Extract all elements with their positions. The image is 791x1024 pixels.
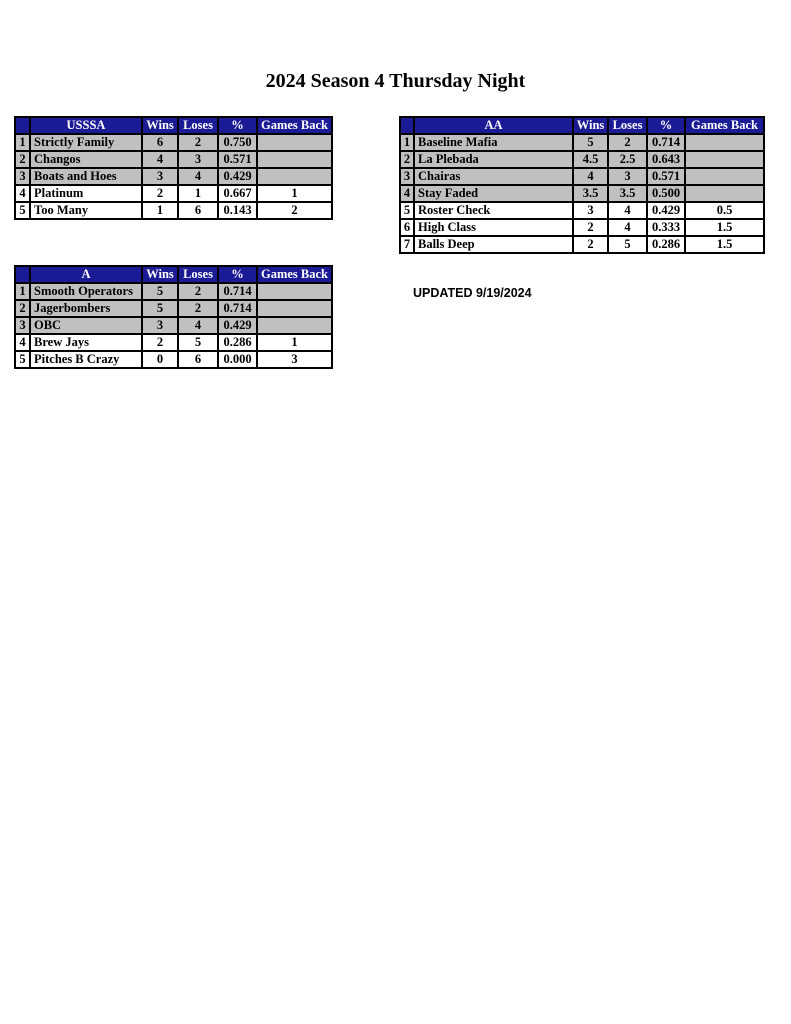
wins-cell: 2 [142, 334, 178, 351]
wins-cell: 6 [142, 134, 178, 151]
gb-cell: 1.5 [685, 219, 764, 236]
column-header-pct: % [647, 117, 685, 134]
gb-cell [257, 168, 332, 185]
wins-cell: 5 [573, 134, 608, 151]
team-cell: Platinum [30, 185, 142, 202]
pct-cell: 0.714 [218, 283, 257, 300]
rank-column-header [400, 117, 414, 134]
standings-row [15, 334, 332, 351]
standings-table-usssa [14, 116, 333, 220]
standings-grid [14, 116, 333, 220]
rank-column-header [15, 266, 30, 283]
rank-cell: 1 [15, 134, 30, 151]
standings-row [15, 134, 332, 151]
standings-grid [399, 116, 765, 254]
loses-cell: 3.5 [608, 185, 647, 202]
pct-cell: 0.143 [218, 202, 257, 219]
standings-row [400, 185, 764, 202]
rank-cell: 4 [15, 185, 30, 202]
rank-cell: 3 [15, 317, 30, 334]
standings-row [15, 317, 332, 334]
loses-cell: 4 [608, 219, 647, 236]
gb-cell: 2 [257, 202, 332, 219]
pct-cell: 0.429 [218, 317, 257, 334]
gb-cell [685, 151, 764, 168]
loses-cell: 5 [178, 334, 218, 351]
standings-grid [14, 265, 333, 369]
standings-row [400, 151, 764, 168]
standings-row [400, 134, 764, 151]
standings-row [400, 202, 764, 219]
gb-cell [257, 134, 332, 151]
loses-cell: 6 [178, 202, 218, 219]
rank-cell: 1 [400, 134, 414, 151]
updated-label: UPDATED 9/19/2024 [413, 286, 532, 300]
wins-cell: 2 [573, 236, 608, 253]
team-cell: Stay Faded [414, 185, 573, 202]
team-cell: Smooth Operators [30, 283, 142, 300]
rank-column-header [15, 117, 30, 134]
gb-cell: 1 [257, 334, 332, 351]
wins-cell: 3 [142, 168, 178, 185]
pct-cell: 0.643 [647, 151, 685, 168]
loses-cell: 4 [178, 168, 218, 185]
header-row [400, 117, 764, 134]
league-header: AA [414, 117, 573, 134]
team-cell: Roster Check [414, 202, 573, 219]
gb-cell [257, 300, 332, 317]
loses-cell: 3 [608, 168, 647, 185]
team-cell: Changos [30, 151, 142, 168]
rank-cell: 7 [400, 236, 414, 253]
loses-cell: 2 [178, 300, 218, 317]
team-cell: OBC [30, 317, 142, 334]
rank-cell: 3 [400, 168, 414, 185]
header-row [15, 117, 332, 134]
pct-cell: 0.429 [647, 202, 685, 219]
gb-cell [685, 185, 764, 202]
wins-cell: 3.5 [573, 185, 608, 202]
rank-cell: 6 [400, 219, 414, 236]
team-cell: Brew Jays [30, 334, 142, 351]
team-cell: Jagerbombers [30, 300, 142, 317]
pct-cell: 0.333 [647, 219, 685, 236]
loses-cell: 5 [608, 236, 647, 253]
gb-cell: 0.5 [685, 202, 764, 219]
team-cell: Balls Deep [414, 236, 573, 253]
wins-cell: 0 [142, 351, 178, 368]
standings-table-aa [399, 116, 765, 254]
gb-cell: 3 [257, 351, 332, 368]
league-header: A [30, 266, 142, 283]
rank-cell: 2 [15, 300, 30, 317]
wins-cell: 3 [573, 202, 608, 219]
rank-cell: 4 [15, 334, 30, 351]
wins-cell: 1 [142, 202, 178, 219]
column-header-pct: % [218, 266, 257, 283]
pct-cell: 0.714 [647, 134, 685, 151]
wins-cell: 4 [142, 151, 178, 168]
standings-table-a [14, 265, 333, 369]
pct-cell: 0.286 [218, 334, 257, 351]
rank-cell: 2 [15, 151, 30, 168]
column-header-loses: Loses [178, 117, 218, 134]
gb-cell [257, 317, 332, 334]
pct-cell: 0.500 [647, 185, 685, 202]
column-header-games-back: Games Back [257, 117, 332, 134]
team-cell: Strictly Family [30, 134, 142, 151]
gb-cell: 1 [257, 185, 332, 202]
header-row [15, 266, 332, 283]
loses-cell: 2.5 [608, 151, 647, 168]
loses-cell: 2 [608, 134, 647, 151]
column-header-wins: Wins [142, 117, 178, 134]
standings-row [15, 151, 332, 168]
column-header-games-back: Games Back [685, 117, 764, 134]
loses-cell: 4 [608, 202, 647, 219]
wins-cell: 4 [573, 168, 608, 185]
pct-cell: 0.571 [647, 168, 685, 185]
standings-row [15, 168, 332, 185]
column-header-loses: Loses [608, 117, 647, 134]
pct-cell: 0.714 [218, 300, 257, 317]
standings-row [400, 168, 764, 185]
column-header-wins: Wins [573, 117, 608, 134]
column-header-wins: Wins [142, 266, 178, 283]
loses-cell: 6 [178, 351, 218, 368]
team-cell: Boats and Hoes [30, 168, 142, 185]
loses-cell: 1 [178, 185, 218, 202]
column-header-games-back: Games Back [257, 266, 332, 283]
rank-cell: 2 [400, 151, 414, 168]
wins-cell: 5 [142, 283, 178, 300]
pct-cell: 0.429 [218, 168, 257, 185]
column-header-pct: % [218, 117, 257, 134]
team-cell: Chairas [414, 168, 573, 185]
league-header: USSSA [30, 117, 142, 134]
rank-cell: 1 [15, 283, 30, 300]
wins-cell: 2 [573, 219, 608, 236]
rank-cell: 4 [400, 185, 414, 202]
pct-cell: 0.750 [218, 134, 257, 151]
wins-cell: 2 [142, 185, 178, 202]
wins-cell: 4.5 [573, 151, 608, 168]
pct-cell: 0.000 [218, 351, 257, 368]
team-cell: La Plebada [414, 151, 573, 168]
loses-cell: 2 [178, 134, 218, 151]
team-cell: High Class [414, 219, 573, 236]
standings-row [15, 300, 332, 317]
team-cell: Pitches B Crazy [30, 351, 142, 368]
rank-cell: 5 [15, 351, 30, 368]
gb-cell: 1.5 [685, 236, 764, 253]
gb-cell [257, 151, 332, 168]
page-title: 2024 Season 4 Thursday Night [265, 70, 526, 92]
loses-cell: 2 [178, 283, 218, 300]
team-cell: Too Many [30, 202, 142, 219]
standings-row [15, 351, 332, 368]
standings-row [15, 202, 332, 219]
team-cell: Baseline Mafia [414, 134, 573, 151]
rank-cell: 3 [15, 168, 30, 185]
column-header-loses: Loses [178, 266, 218, 283]
standings-row [15, 283, 332, 300]
wins-cell: 3 [142, 317, 178, 334]
rank-cell: 5 [400, 202, 414, 219]
loses-cell: 4 [178, 317, 218, 334]
standings-row [400, 219, 764, 236]
gb-cell [685, 134, 764, 151]
gb-cell [257, 283, 332, 300]
loses-cell: 3 [178, 151, 218, 168]
wins-cell: 5 [142, 300, 178, 317]
pct-cell: 0.667 [218, 185, 257, 202]
pct-cell: 0.286 [647, 236, 685, 253]
pct-cell: 0.571 [218, 151, 257, 168]
rank-cell: 5 [15, 202, 30, 219]
standings-row [15, 185, 332, 202]
standings-row [400, 236, 764, 253]
gb-cell [685, 168, 764, 185]
